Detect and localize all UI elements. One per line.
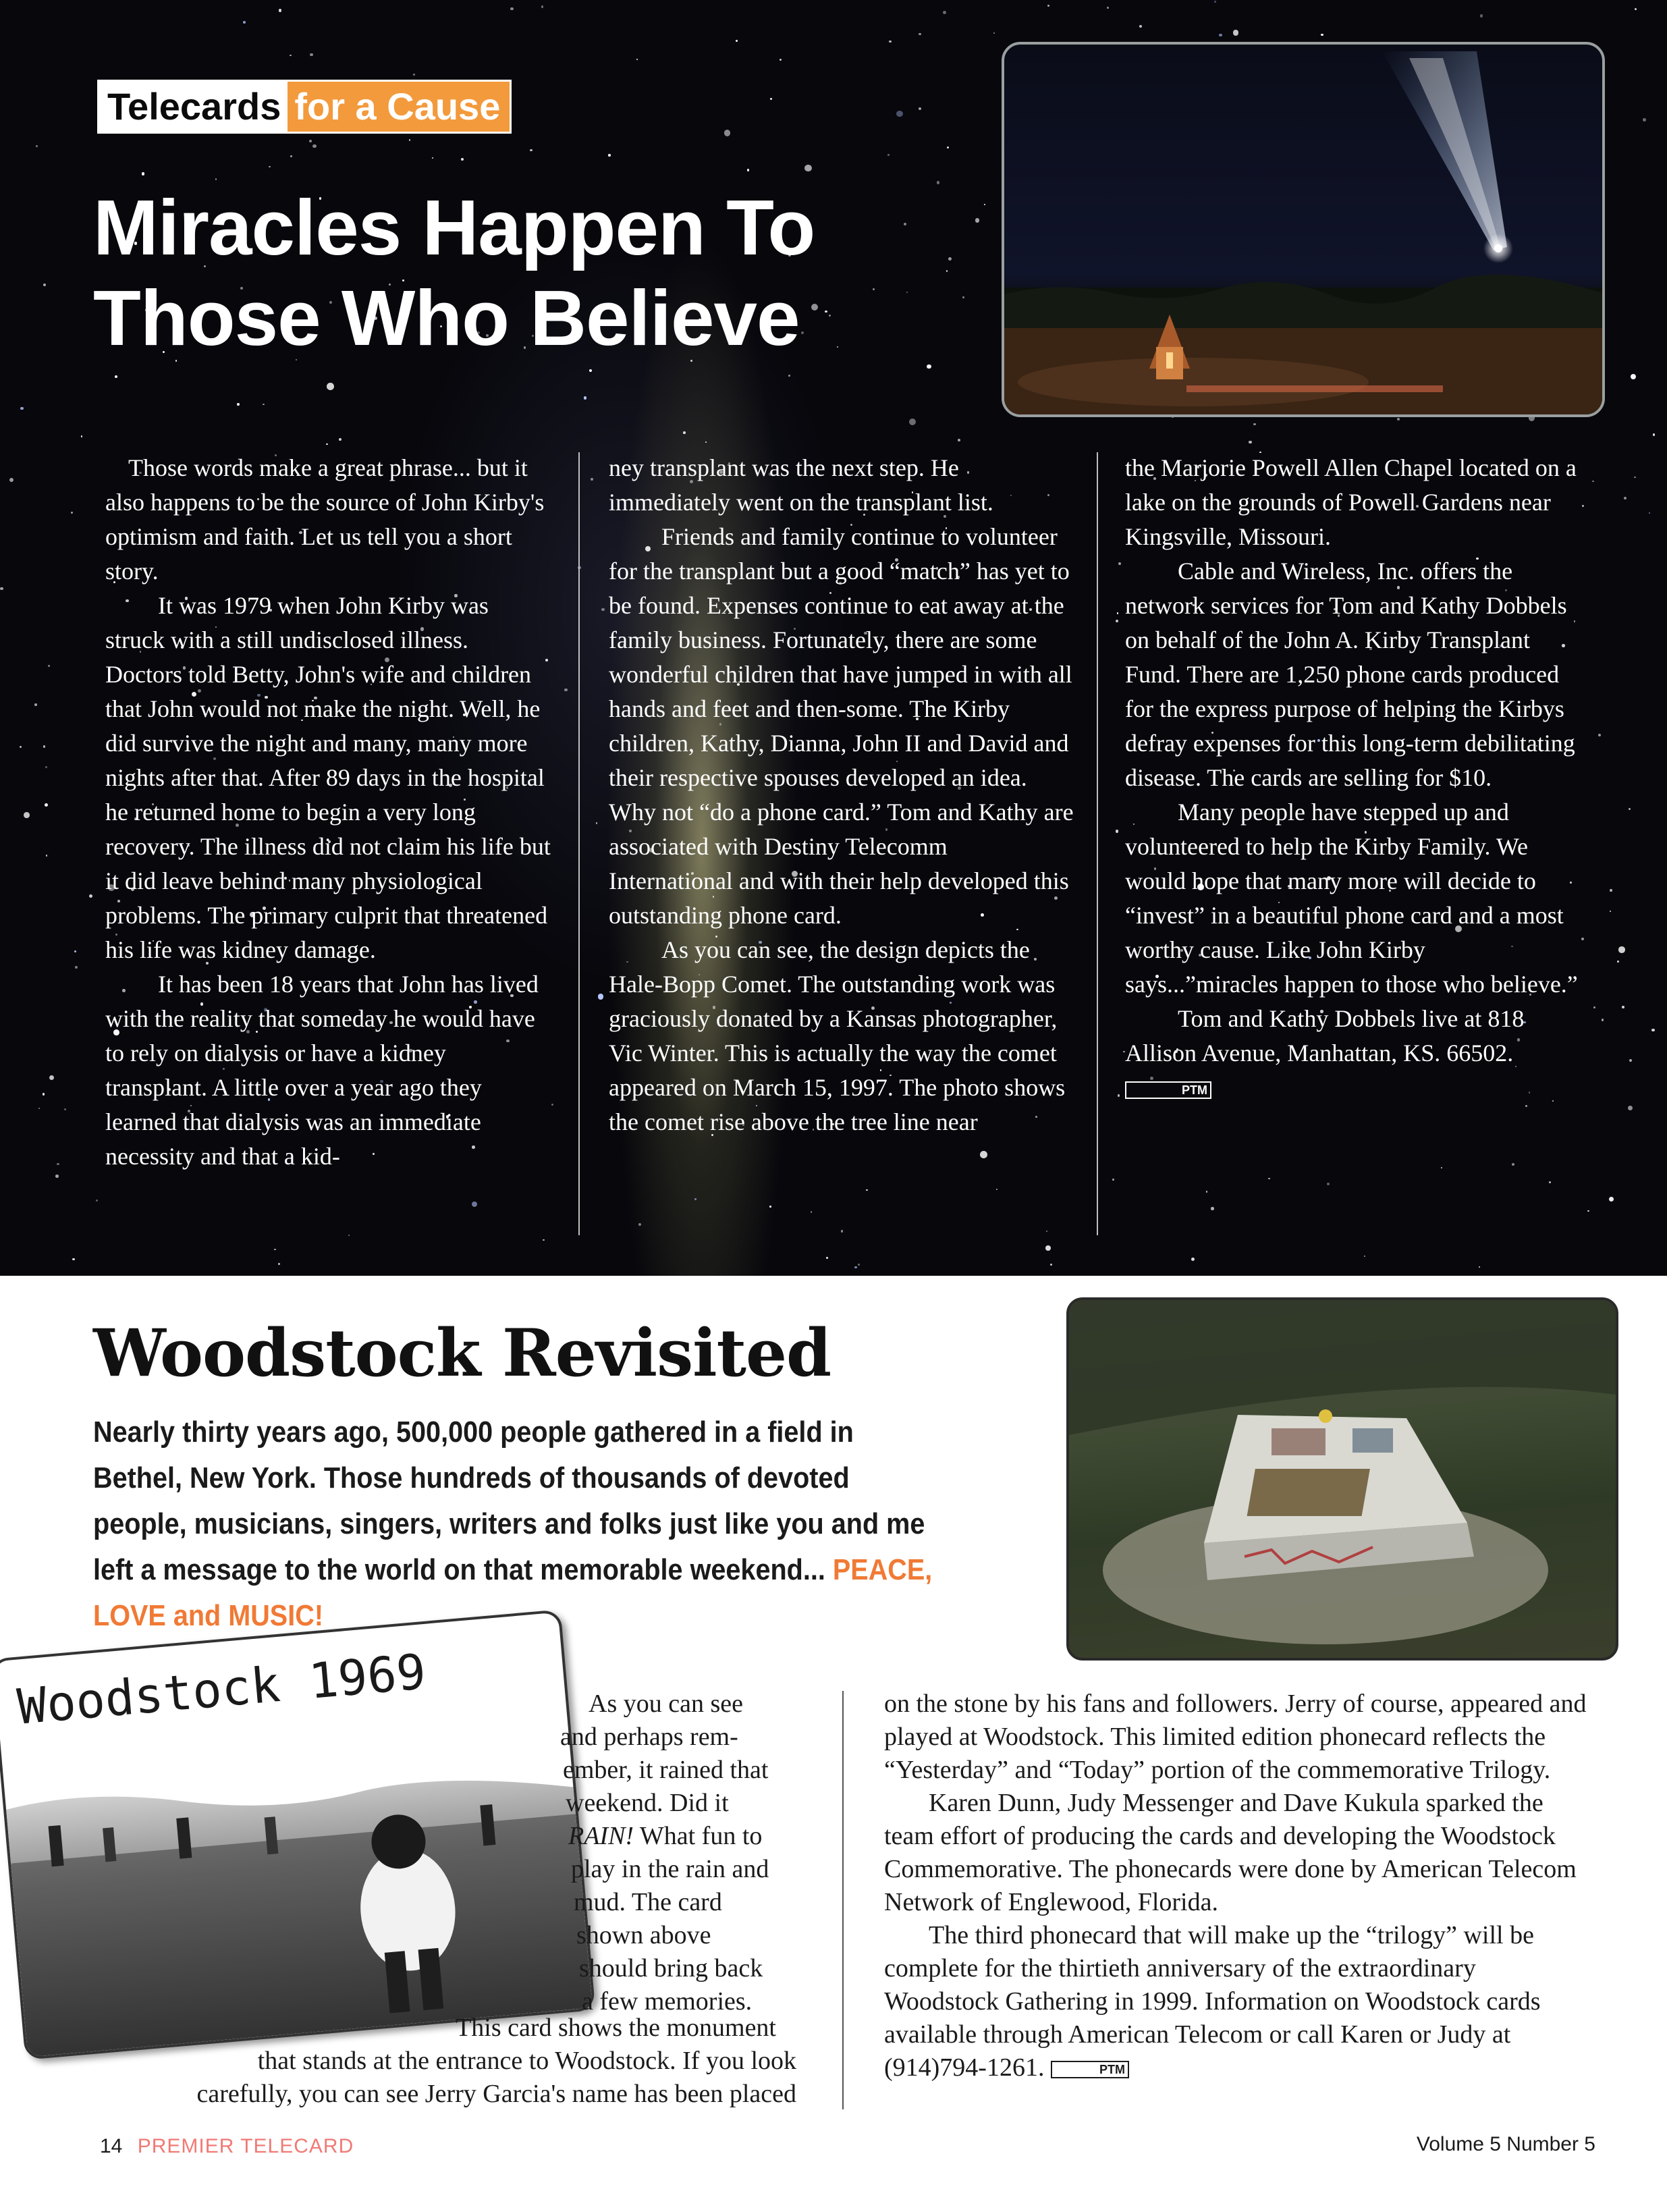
- wrap-line: As you can see: [589, 1690, 743, 1718]
- star-dot: [958, 439, 960, 441]
- paragraph: [884, 1919, 1593, 2084]
- star-dot: [1610, 889, 1612, 892]
- woodstock-lede: [93, 1409, 937, 1639]
- star-dot: [551, 1104, 554, 1106]
- star-dot: [1610, 911, 1611, 912]
- star-dot: [237, 403, 240, 406]
- star-dot: [1253, 423, 1255, 425]
- star-dot: [770, 98, 773, 101]
- star-dot: [327, 383, 334, 390]
- woodstock-wrap-column: [555, 1688, 852, 2018]
- star-dot: [889, 41, 892, 43]
- star-dot: [9, 478, 13, 482]
- star-dot: [804, 165, 812, 172]
- star-dot: [826, 1257, 828, 1259]
- star-dot: [1214, 1, 1216, 3]
- star-dot: [89, 894, 92, 898]
- paragraph: As you can see, the design depicts the Hale-Bopp Comet. The outstanding work was graciously donated by a Kansas photographer, Vic Winter. This is actually the way the comet appeared on March 15, 1997. The photo shows the comet rise above the tree line near: [609, 936, 1066, 1135]
- star-dot: [142, 172, 145, 176]
- star-dot: [46, 855, 48, 857]
- star-dot: [1629, 808, 1630, 809]
- star-dot: [45, 803, 48, 807]
- star-dot: [1512, 1163, 1514, 1166]
- lede-highlight: PEACE, LOVE and MUSIC!: [93, 1553, 933, 1632]
- lede-text: Nearly thirty years ago, 500,000 people gathered in a field in Bethel, New York. Those hundreds of thousands of devoted people, musicians, singers, writers and folks just like you and me left a message to the world on that memorable weekend...: [93, 1415, 925, 1586]
- star-dot: [309, 140, 312, 143]
- star-dot: [530, 149, 532, 152]
- star-dot: [1651, 1029, 1655, 1032]
- paragraph-text: Tom and Kathy Dobbels live at 818 Allison Avenue, Manhattan, KS. 66502.: [1125, 1005, 1525, 1067]
- star-dot: [1480, 14, 1483, 17]
- star-dot: [962, 296, 964, 298]
- star-dot: [339, 438, 341, 441]
- section-tag-part2: for a Cause: [288, 82, 510, 132]
- issue-info: Volume 5 Number 5: [1416, 2133, 1595, 2155]
- paragraph: Many people have stepped up and volunteered to help the Kirby Family. We would hope that many more will decide to “invest” in a beautiful phone card and a most worthy cause. Like John Kirby says...”miracles happen to those who believe.”: [1125, 799, 1578, 998]
- wrap-line: weekend. Did it: [566, 1789, 729, 1817]
- star-dot: [841, 1230, 843, 1232]
- star-dot: [887, 154, 889, 155]
- star-dot: [472, 1202, 477, 1207]
- woodstock-article-title: Woodstock Revisited: [93, 1315, 831, 1391]
- section-tag-part1: Telecards: [99, 82, 288, 132]
- paragraph: Karen Dunn, Judy Messenger and Dave Kukula sparked the team effort of producing the cards and developing the Woodstock Commemorative. The phonecards were done by American Telecom Network of Englewood, Florida.: [884, 1789, 1577, 1916]
- paragraph: Those words make a great phrase... but it also happens to be the source of John Kirby's optimism and faith. Let us tell you a short story.: [105, 454, 545, 585]
- star-dot: [909, 419, 916, 425]
- wrap-line: play in the rain and: [571, 1855, 769, 1883]
- star-dot: [596, 822, 597, 824]
- star-dot: [269, 166, 270, 167]
- star-dot: [1609, 1197, 1614, 1202]
- paragraph: [1125, 1002, 1584, 1105]
- star-dot: [326, 443, 327, 445]
- star-dot: [943, 11, 946, 14]
- star-dot: [310, 53, 313, 57]
- star-dot: [312, 144, 317, 149]
- ptm-end-mark: PTM: [1051, 2061, 1129, 2078]
- star-dot: [1587, 1210, 1589, 1212]
- wrap-line: ember, it rained that: [563, 1756, 769, 1784]
- page-number: 14: [100, 2135, 123, 2157]
- paragraph: Friends and family continue to volunteer for the transplant but a good “match” has yet to be found. Expenses continue to eat away at the family business. Fortunately, there are some wonderful children that have jumped in with all hands and feet and then-some. The Kirby children, Kathy, Dianna, John II and David and their respective spouses developed an idea. Why not “do a phone card.” Tom and Kathy are associated with Destiny Telecomm International and with their help developed this outstanding phone card.: [609, 523, 1074, 929]
- star-dot: [64, 1108, 66, 1110]
- star-dot: [948, 257, 952, 261]
- star-dot: [24, 812, 30, 818]
- star-dot: [1624, 497, 1627, 500]
- star-dot: [638, 1223, 641, 1226]
- star-dot: [927, 365, 931, 369]
- wrap-line: should bring back: [579, 1954, 763, 1982]
- star-dot: [543, 1239, 544, 1241]
- star-dot: [278, 1263, 280, 1265]
- star-dot: [705, 441, 707, 443]
- column-divider: [842, 1691, 844, 2109]
- monument-phonecard-image: [1066, 1297, 1618, 1661]
- star-dot: [747, 169, 750, 171]
- star-dot: [946, 270, 948, 271]
- star-dot: [1321, 34, 1323, 36]
- star-dot: [975, 218, 979, 222]
- star-dot: [0, 587, 3, 590]
- article1-column-3: [1125, 451, 1584, 1105]
- section-tag: [97, 80, 512, 134]
- card-label: Woodstock 1969: [15, 1643, 429, 1735]
- star-dot: [48, 665, 50, 667]
- star-dot: [811, 1211, 813, 1213]
- star-dot: [1635, 8, 1637, 10]
- star-dot: [1397, 418, 1400, 421]
- star-dot: [1045, 1245, 1051, 1251]
- star-dot: [348, 1235, 350, 1236]
- star-dot: [20, 407, 24, 410]
- star-dot: [1116, 620, 1118, 622]
- star-dot: [279, 9, 281, 11]
- star-dot: [1592, 481, 1594, 483]
- star-dot: [1653, 433, 1656, 436]
- star-dot: [38, 1108, 40, 1109]
- star-dot: [683, 431, 686, 434]
- star-dot: [1631, 374, 1636, 379]
- star-dot: [788, 375, 790, 377]
- star-dot: [724, 130, 731, 136]
- star-dot: [636, 59, 638, 60]
- star-dot: [71, 512, 73, 514]
- star-dot: [1643, 118, 1646, 122]
- publication-name: PREMIER TELECARD: [137, 2135, 354, 2157]
- star-dot: [1628, 1106, 1633, 1110]
- star-dot: [1046, 1231, 1047, 1232]
- star-dot: [409, 139, 410, 140]
- star-dot: [274, 1249, 276, 1251]
- star-dot: [43, 284, 46, 286]
- wrap-line: shown above: [576, 1921, 711, 1949]
- star-dot: [541, 5, 543, 7]
- star-dot: [584, 396, 587, 400]
- star-dot: [769, 1206, 771, 1208]
- star-dot: [598, 994, 604, 1000]
- star-dot: [20, 746, 22, 748]
- paragraph: on the stone by his fans and followers. Jerry of course, appeared and played at Woodstock. This limited edition phonecard reflects the “Yesterday” and “Today” portion of the commemorative Trilogy.: [884, 1690, 1587, 1784]
- star-dot: [75, 966, 78, 969]
- star-dot: [980, 1151, 987, 1158]
- paragraph: It has been 18 years that John has lived with the reality that someday he would have to rely on dialysis or have a kidney transplant. A little over a year ago they learned that dialysis was an immediate necessity and that a kid-: [105, 971, 539, 1170]
- paragraph: the Marjorie Powell Allen Chapel located on a lake on the grounds of Powell Gardens near Kingsville, Missouri.: [1125, 454, 1577, 550]
- star-dot: [55, 1175, 59, 1178]
- star-dot: [81, 435, 82, 437]
- star-dot: [215, 178, 217, 180]
- star-dot: [1233, 30, 1238, 35]
- star-dot: [1112, 1179, 1114, 1181]
- star-dot: [993, 32, 995, 34]
- paragraph-text: The third phonecard that will make up the “trilogy” will be complete for the thirtieth anniversary of the extraordinary Woodstock Gathering in 1999. Information on Woodstock cards available through American Telecom or call Karen or Judy at (914)794-1261.: [884, 1921, 1541, 2082]
- star-dot: [263, 404, 265, 406]
- wrap-line: RAIN! What fun to: [568, 1822, 763, 1850]
- star-dot: [947, 146, 950, 149]
- star-dot: [1191, 1258, 1195, 1261]
- article1-column-2: [609, 451, 1074, 1139]
- star-dot: [1525, 1105, 1527, 1107]
- rain-emphasis: RAIN!: [568, 1822, 634, 1850]
- star-dot: [858, 1264, 860, 1266]
- star-dot: [96, 1199, 98, 1202]
- star-dot: [1649, 512, 1650, 514]
- star-dot: [49, 1075, 54, 1080]
- woodstock-1969-phonecard: [0, 1609, 595, 2060]
- star-dot: [854, 1266, 856, 1268]
- star-dot: [1047, 5, 1049, 7]
- star-dot: [736, 40, 738, 42]
- star-dot: [1116, 830, 1118, 832]
- article-headline: Miracles Happen To Those Who Believe: [93, 184, 815, 362]
- star-dot: [1617, 961, 1620, 963]
- star-dot: [1629, 1059, 1632, 1062]
- bottom-line: This card shows the monument: [456, 2014, 776, 2042]
- star-dot: [432, 157, 433, 159]
- star-dot: [115, 375, 118, 379]
- paragraph: Cable and Wireless, Inc. offers the network services for Tom and Kathy Dobbels on behalf of the John A. Kirby Transplant Fund. There are 1,250 phone cards produced for the express purpose of helping the Kirbys defray expenses for this long-term debilitating disease. The cards are selling for $10.: [1125, 558, 1575, 791]
- star-dot: [1139, 25, 1142, 28]
- star-dot: [1622, 1006, 1624, 1008]
- bottom-line: that stands at the entrance to Woodstock. If you look: [257, 2047, 796, 2075]
- ptm-end-mark: PTM: [1125, 1081, 1211, 1099]
- star-dot: [413, 74, 414, 75]
- star-dot: [919, 107, 922, 111]
- star-dot: [1598, 734, 1601, 736]
- star-dot: [1117, 612, 1118, 614]
- star-dot: [43, 1093, 45, 1095]
- star-dot: [1118, 1094, 1120, 1097]
- column-divider: [1097, 452, 1098, 1235]
- bottom-line: carefully, you can see Jerry Garcia's name has been placed: [196, 2080, 796, 2108]
- star-dot: [461, 158, 464, 161]
- star-dot: [1602, 1019, 1604, 1021]
- star-dot: [36, 145, 38, 147]
- star-dot: [780, 59, 782, 61]
- article1-column-1: [105, 451, 551, 1174]
- star-dot: [1050, 1264, 1052, 1266]
- star-dot: [45, 766, 47, 768]
- footer-left: [100, 2135, 354, 2158]
- woodstock-column-2: [884, 1688, 1593, 2084]
- star-dot: [34, 703, 37, 706]
- star-dot: [694, 1198, 696, 1200]
- star-dot: [1634, 477, 1635, 478]
- star-dot: [1593, 1006, 1595, 1008]
- woodstock-bottom-lines: [121, 2012, 796, 2111]
- star-dot: [57, 1163, 59, 1166]
- star-dot: [1479, 1266, 1480, 1268]
- star-dot: [1549, 1181, 1551, 1183]
- star-dot: [564, 689, 567, 691]
- star-dot: [510, 7, 514, 11]
- star-dot: [1327, 1183, 1330, 1185]
- star-dot: [896, 111, 902, 117]
- star-dot: [608, 154, 610, 156]
- wrap-line: mud. The card: [574, 1888, 722, 1916]
- wrap-line: and perhaps rem-: [560, 1723, 738, 1751]
- paragraph: ney transplant was the next step. He immediately went on the transplant list.: [609, 454, 993, 516]
- star-dot: [74, 950, 76, 952]
- star-dot: [1364, 1256, 1365, 1257]
- star-dot: [1249, 441, 1251, 443]
- star-dot: [996, 1189, 998, 1190]
- star-dot: [601, 608, 605, 612]
- star-dot: [589, 369, 592, 372]
- star-dot: [984, 204, 985, 205]
- star-dot: [866, 1189, 867, 1191]
- comet-phonecard-image: [1002, 42, 1605, 417]
- column-divider: [578, 452, 580, 1235]
- star-dot: [1618, 946, 1624, 952]
- paragraph: It was 1979 when John Kirby was struck with a still undisclosed illness. Doctors told Betty, John's wife and children that John would not make the night. Well, he did survive the night and many, many more nights after that. After 89 days in the hospital he returned home to begin a very long recovery. The illness did not claim his life but it did leave behind many physiological problems. The primary culprit that threatened his life was kidney damage.: [105, 592, 551, 963]
- star-dot: [1441, 1167, 1442, 1168]
- star-dot: [43, 745, 46, 748]
- star-dot: [937, 181, 939, 184]
- star-dot: [919, 33, 921, 35]
- star-dot: [1211, 1207, 1213, 1210]
- star-dot: [591, 478, 593, 481]
- star-dot: [72, 1258, 74, 1260]
- star-dot: [1118, 562, 1121, 565]
- star-dot: [243, 21, 246, 24]
- star-dot: [1268, 1178, 1269, 1179]
- wrap-line: a few memories.: [582, 1987, 753, 2016]
- star-dot: [290, 155, 292, 157]
- star-dot: [1107, 7, 1108, 8]
- star-dot: [1206, 1191, 1207, 1192]
- star-dot: [1219, 34, 1222, 37]
- star-dot: [290, 55, 292, 57]
